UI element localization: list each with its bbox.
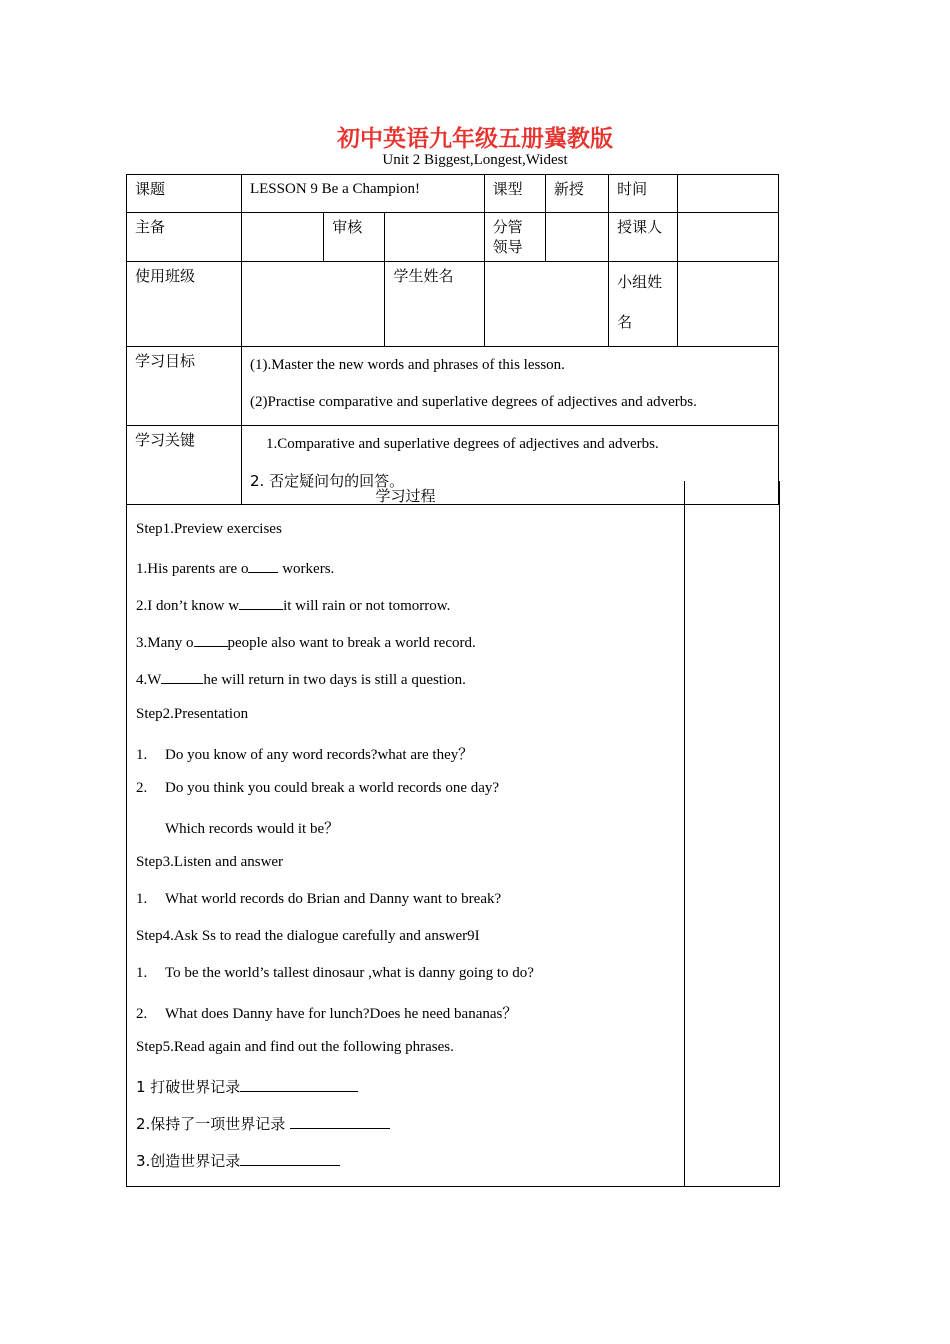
label-group-name: 小组姓名 <box>609 262 678 347</box>
teacher-value <box>677 213 778 262</box>
exercise-3-prefix: 3.Many o <box>136 635 194 651</box>
step4-heading: Step4.Ask Ss to read the dialogue carefully and answer9I <box>136 928 480 944</box>
key-line-1: 1.Comparative and superlative degrees of adjectives and adverbs. <box>265 436 659 452</box>
class-value <box>241 262 384 347</box>
step3-question-1 <box>136 891 501 908</box>
goal-line-2: (2)Practise comparative and superlative degrees of adjectives and adverbs. <box>249 394 697 410</box>
list-number: 2. <box>136 1006 148 1022</box>
question-text: To be the world’s tallest dinosaur ,what is danny going to do? <box>165 965 534 981</box>
phrase-3-text: 3.创造世界记录 <box>136 1152 241 1170</box>
group-name-value <box>677 262 778 347</box>
label-reviewer: 审核 <box>324 213 385 262</box>
label-learning-key: 学习关键 <box>127 426 242 505</box>
exercise-3 <box>136 632 476 652</box>
label-teacher: 授课人 <box>609 213 678 262</box>
step2-question-2-continued: Which records would it be？ <box>165 821 340 837</box>
answer-blank <box>240 1151 340 1166</box>
exercise-4-suffix: he will return in two days is still a question. <box>203 672 466 688</box>
answer-blank <box>194 632 228 647</box>
document-title: 初中英语九年级五册冀教版 <box>337 125 613 152</box>
step1-heading: Step1.Preview exercises <box>136 521 282 537</box>
label-class: 使用班级 <box>127 262 242 347</box>
step2-question-2 <box>136 780 499 797</box>
step5-heading: Step5.Read again and find out the following phrases. <box>136 1039 454 1055</box>
exercise-2-prefix: 2.I don’t know w <box>136 598 240 614</box>
student-name-value <box>484 262 608 347</box>
list-number: 1. <box>136 965 148 981</box>
question-text: Do you know of any word records?what are they？ <box>165 747 474 763</box>
answer-blank <box>290 1114 390 1129</box>
answer-blank <box>239 595 283 610</box>
class-type-value: 新授 <box>545 175 608 213</box>
phrase-2 <box>136 1113 390 1134</box>
step2-question-1 <box>136 743 473 764</box>
label-class-type: 课型 <box>484 175 545 213</box>
lesson-title: LESSON 9 Be a Champion! <box>241 175 484 213</box>
list-number: 1. <box>136 891 148 907</box>
column-divider <box>684 481 685 1186</box>
exercise-3-suffix: people also want to break a world record. <box>227 635 476 651</box>
supervisor-value <box>545 213 608 262</box>
step3-heading: Step3.Listen and answer <box>136 854 284 870</box>
reviewer-value <box>385 213 484 262</box>
label-learning-goals: 学习目标 <box>127 347 242 426</box>
phrase-2-text: 2.保持了一项世界记录 <box>136 1115 291 1133</box>
answer-blank <box>248 558 278 573</box>
exercise-4 <box>136 669 466 689</box>
step4-question-1 <box>136 965 534 982</box>
time-value <box>677 175 778 213</box>
exercise-1-suffix: workers. <box>278 561 335 577</box>
exercise-4-prefix: 4.W <box>136 672 162 688</box>
label-lead-preparer: 主备 <box>127 213 242 262</box>
key-line-2: 2. 否定疑问句的回答。 <box>249 472 405 490</box>
lead-preparer-value <box>241 213 323 262</box>
phrase-1-text: 1 打破世界记录 <box>136 1078 241 1096</box>
document-subtitle: Unit 2 Biggest,Longest,Widest <box>382 152 568 168</box>
exercise-1 <box>136 558 334 578</box>
answer-blank <box>240 1077 358 1092</box>
lesson-info-table <box>126 174 779 505</box>
exercise-2 <box>136 595 450 615</box>
question-text: What world records do Brian and Danny want to break? <box>165 891 502 907</box>
list-number: 1. <box>136 747 148 763</box>
label-time: 时间 <box>609 175 678 213</box>
list-number: 2. <box>136 780 148 796</box>
question-text: Do you think you could break a world records one day? <box>165 780 500 796</box>
question-text: What does Danny have for lunch?Does he need bananas？ <box>165 1006 518 1022</box>
label-supervisor: 分管领导 <box>484 213 545 262</box>
label-topic: 课题 <box>127 175 242 213</box>
answer-blank <box>161 669 203 684</box>
goal-line-1: (1).Master the new words and phrases of this lesson. <box>249 357 565 373</box>
process-heading: 学习过程 <box>375 487 436 505</box>
phrase-3 <box>136 1150 340 1171</box>
step4-question-2 <box>136 1002 517 1023</box>
exercise-1-prefix: 1.His parents are o <box>136 561 249 577</box>
phrase-1 <box>136 1076 358 1097</box>
label-student-name: 学生姓名 <box>385 262 484 347</box>
step2-heading: Step2.Presentation <box>136 706 249 722</box>
learning-process-section <box>126 481 780 1187</box>
exercise-2-suffix: it will rain or not tomorrow. <box>283 598 451 614</box>
